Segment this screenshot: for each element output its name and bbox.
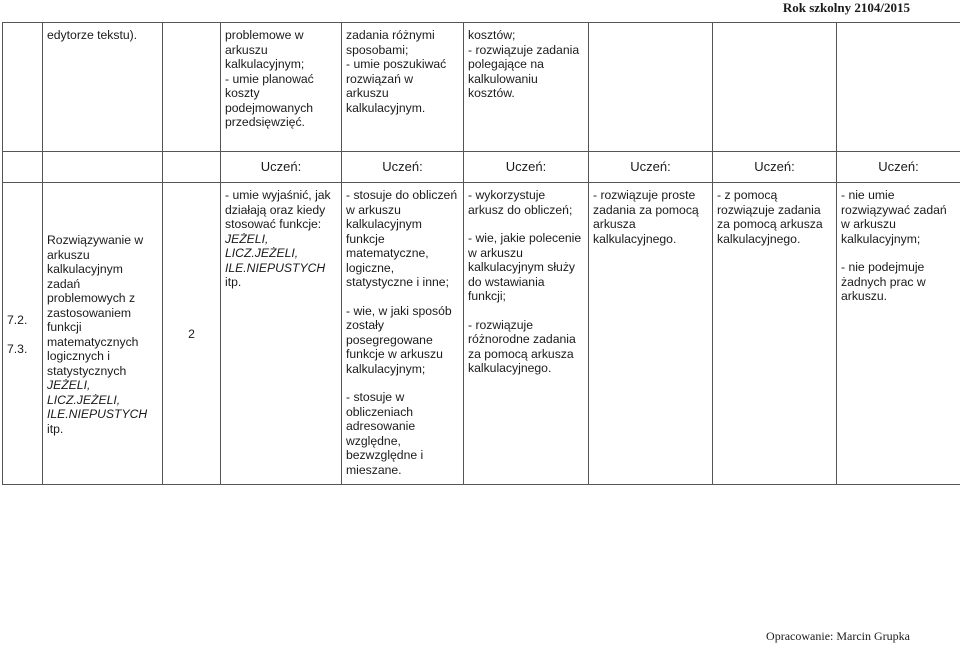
- cell-number-empty: [3, 23, 43, 152]
- topic-end: itp.: [47, 421, 64, 436]
- cell-hours-empty: [163, 23, 221, 152]
- cell-hours: 2: [163, 183, 221, 485]
- curriculum-table: [2, 22, 960, 485]
- cell-text: - z pomocą rozwiązuje zadania za pomocą arkusza kalkulacyjnego.: [717, 188, 823, 246]
- student-label: Uczeń:: [837, 152, 960, 183]
- cell-level2-continued: [342, 23, 464, 152]
- school-year-header: Rok szkolny 2104/2015: [782, 0, 910, 15]
- cell-text: - wie, w jaki sposób zostały posegregowane funkcje w arkuszu kalkulacyjnym;: [346, 303, 452, 376]
- cell-level5: [713, 183, 837, 485]
- cell-empty: [163, 152, 221, 183]
- table-row-labels: [3, 152, 960, 183]
- student-label: Uczeń:: [589, 152, 713, 183]
- cell-empty: [3, 152, 43, 183]
- topic-functions: JEŻELI, LICZ.JEŻELI, ILE.NIEPUSTYCH: [47, 378, 148, 421]
- cell-level6-empty: [837, 23, 960, 152]
- cell-text: - rozwiązuje proste zadania za pomocą arkusza kalkulacyjnego.: [593, 188, 699, 246]
- cell-level3-continued: [464, 23, 589, 152]
- cell-text: - rozwiązuje zadania polegające na kalkulowaniu kosztów.: [468, 42, 580, 100]
- student-label: Uczeń:: [713, 152, 837, 183]
- cell-text: kosztów;: [468, 28, 516, 42]
- cell-text: - stosuje do obliczeń w arkuszu kalkulacyjnym funkcje matematyczne, logiczne, statystyczne i inne;: [346, 188, 458, 289]
- cell-level1: [221, 183, 342, 485]
- level1-end: itp.: [225, 275, 242, 289]
- cell-text: - wykorzystuje arkusz do obliczeń;: [468, 188, 573, 217]
- cell-text: - rozwiązuje różnorodne zadania za pomocą arkusza kalkulacyjnego.: [468, 317, 576, 375]
- cell-level1-continued: [221, 23, 342, 152]
- cell-text: edytorze tekstu).: [47, 28, 138, 42]
- student-label: Uczeń:: [221, 152, 342, 183]
- cell-topic: [43, 183, 163, 485]
- cell-level5-empty: [713, 23, 837, 152]
- author-footer: Opracowanie: Marcin Grupka: [766, 629, 910, 643]
- cell-text: - wie, jakie polecenie w arkuszu kalkulacyjnym służy do wstawiania funkcji;: [468, 231, 582, 303]
- cell-text: - umie planować koszty podejmowanych przedsięwzięć.: [225, 71, 314, 129]
- cell-number: 7.2. 7.3.: [3, 183, 43, 485]
- topic-text: Rozwiązywanie w arkuszu kalkulacyjnym zadań problemowych z zastosowaniem funkcji matematycznych logicznych i statystycznych: [47, 233, 144, 378]
- cell-text: - stosuje w obliczeniach adresowanie względne, bezwzględne i mieszane.: [346, 390, 424, 477]
- cell-text: problemowe w arkuszu kalkulacyjnym;: [225, 28, 305, 71]
- level1-text: - umie wyjaśnić, jak działają oraz kiedy stosować funkcje:: [225, 188, 331, 231]
- cell-text: - nie podejmuje żadnych prac w arkuszu.: [841, 260, 926, 303]
- student-label: Uczeń:: [464, 152, 589, 183]
- student-label: Uczeń:: [342, 152, 464, 183]
- cell-level2: [342, 183, 464, 485]
- cell-text: zadania różnymi sposobami;: [346, 28, 435, 57]
- level1-functions: JEŻELI, LICZ.JEŻELI, ILE.NIEPUSTYCH: [225, 231, 326, 275]
- cell-level4-empty: [589, 23, 713, 152]
- cell-level3: [464, 183, 589, 485]
- cell-level6: [837, 183, 960, 485]
- table-row-main: [3, 183, 960, 485]
- cell-text: - nie umie rozwiązywać zadań w arkuszu kalkulacyjnym;: [841, 188, 947, 246]
- cell-level4: [589, 183, 713, 485]
- table-row-continued: [3, 23, 960, 152]
- cell-topic-continued: [43, 23, 163, 152]
- cell-text: - umie poszukiwać rozwiązań w arkuszu kalkulacyjnym.: [346, 57, 447, 115]
- cell-empty: [43, 152, 163, 183]
